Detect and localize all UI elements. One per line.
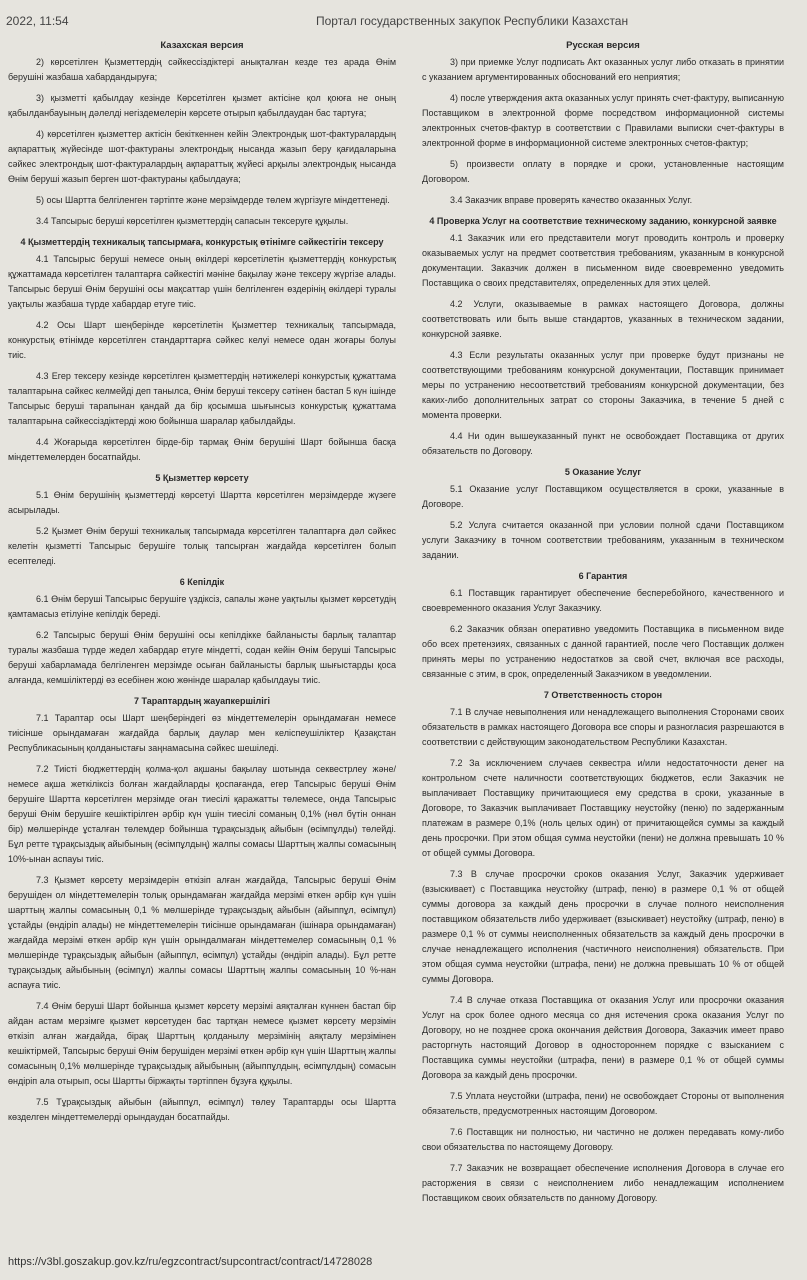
clause-paragraph: 6.2 Тапсырыс беруші Өнім берушіні осы кепілдікке байланысты барлық талаптар туралы жазбаша түрде жедел хабардар етуге міндетті, содан кейін Өнім беруші Тапсырыс беруші хабарламада белгіленген мерзімде осыған байланысты барлық шығыстарды қоса алғанда, кемшіліктерді өз есебінен жою жөнінде шаралар қабылдауы тиіс. <box>8 630 396 685</box>
clause-paragraph: 5.1 Оказание услуг Поставщиком осуществляется в сроки, указанные в Договоре. <box>422 484 784 509</box>
section-heading: 5 Оказание Услуг <box>564 467 642 477</box>
russian-column <box>422 38 784 1212</box>
section-heading: 6 Гарантия <box>578 571 628 581</box>
clause-paragraph: 4.1 Заказчик или его представители могут проводить контроль и проверку оказываемых услуг на предмет соответствия требованиям, указанным в конкурсной документации. Заказчик должен в письменном виде своевременно уведомить Поставщика о своих представителях, определенных для этих целей. <box>422 233 784 288</box>
browser-print-header <box>6 14 797 30</box>
clause-paragraph: 5.2 Услуга считается оказанной при условии полной сдачи Поставщиком услуги Заказчику в точном соответствии требованиям, указанным в техническом задании. <box>422 520 784 560</box>
clause-paragraph: 4.4 Жоғарыда көрсетілген бірде-бір тармақ Өнім берушіні Шарт бойынша басқа міндеттемелерден босатпайды. <box>8 437 396 462</box>
clause-paragraph: 3.4 Тапсырыс беруші көрсетілген қызметтердің сапасын тексеруге құқылы. <box>36 216 349 226</box>
clause-paragraph: 7.6 Поставщик ни полностью, ни частично не должен передавать кому-либо свои обязательства по настоящему Договору. <box>422 1127 784 1152</box>
section-heading: 5 Қызметтер көрсету <box>155 473 249 483</box>
clause-paragraph: 7.4 В случае отказа Поставщика от оказания Услуг или просрочки оказания Услуг на срок более одного месяца со дня истечения срока оказания Услуг по Договору, но не позднее срока окончания действия Договора, Заказчик имеет право расторгнуть настоящий Договор в одностороннем порядке с взысканием с Поставщика суммы неустойки (штрафа, пени) в размере 0,1 % от общей суммы Договора за каждый день просрочки. <box>422 995 784 1080</box>
kazakh-version-label: Казахская версия <box>160 40 244 51</box>
clause-paragraph: 7.1 Тараптар осы Шарт шеңберіндегі өз міндеттемелерін орындамаған немесе тиісінше орындамаған жағдайда барлық даулар мен келіспеушіліктер Қазақстан Республикасының қолданыстағы заңнамасына сәйкес шешіледі. <box>8 713 396 753</box>
section-heading: 7 Тараптардың жауапкершілігі <box>133 696 271 706</box>
clause-paragraph: 4) после утверждения акта оказанных услуг принять счет-фактуру, выписанную Поставщиком в электронной форме посредством информационной системы электронных счетов-фактур в соответствии с Правилами выписки счет-фактуры в электронной форме в информационной системе электронных счетов-фактур; <box>422 93 784 148</box>
clause-paragraph: 3.4 Заказчик вправе проверять качество оказанных Услуг. <box>450 195 693 205</box>
clause-paragraph: 5) произвести оплату в порядке и сроки, установленные настоящим Договором. <box>422 159 784 184</box>
clause-paragraph: 6.2 Заказчик обязан оперативно уведомить Поставщика в письменном виде обо всех претензиях, связанных с данной гарантией, после чего Поставщик должен принять меры по устранению недостатков за свой счет, включая все расходы, связанные с этим, в срок, определенный Заказчиком в уведомлении. <box>422 624 784 679</box>
clause-paragraph: 4.4 Ни один вышеуказанный пункт не освобождает Поставщика от других обязательств по Договору. <box>422 431 784 456</box>
clause-paragraph: 6.1 Өнім беруші Тапсырыс берушіге үздіксіз, сапалы және уақтылы қызмет көрсетудің қамтамасыз етілуіне кепілдік береді. <box>8 594 396 619</box>
clause-paragraph: 5) осы Шартта белгіленген тәртіпте және мерзімдерде төлем жүргізуге міндеттенеді. <box>36 195 390 205</box>
clause-paragraph: 4) көрсетілген қызметтер актісін бекіткеннен кейін Электрондық шот-фактуралардың ақпараттық жүйесінде шот-фактураны электрондық нысанда жазып беру қағидаларына сәйкес электрондық шот-фактуралардың ақпараттық жүйесі арқылы электрондық нысанда Өнім беруші жазып берген шот-фактураны қабылдауға; <box>8 129 396 184</box>
kazakh-column <box>8 38 396 1131</box>
clause-paragraph: 2) көрсетілген Қызметтердің сәйкессіздіктері анықталған кезде тез арада Өнім берушіні жазбаша хабардандыруға; <box>8 57 396 82</box>
clause-paragraph: 4.2 Услуги, оказываемые в рамках настоящего Договора, должны соответствовать или быть выше стандартов, указанных в техническом задании, конкурсной заявке. <box>422 299 784 339</box>
section-heading: 6 Кепілдік <box>179 577 225 587</box>
clause-paragraph: 7.2 За исключением случаев секвестра и/или недостаточности денег на контрольном счете наличности соответствующих бюджетов, если Заказчик не выплачивает Поставщику причитающиеся ему средства в сроки, указанные в Договоре, то Заказчик выплачивает Поставщику неустойку (пеню) по задержанным платежам в размере 0,1% (ноль целых один) от причитающейся суммы за каждый день просрочки. При этом общая сумма неустойки (пени) не должна превышать 10 % от общей суммы Договора. <box>422 758 784 858</box>
clause-paragraph: 4.2 Осы Шарт шеңберінде көрсетілетін Қызметтер техникалық тапсырмада, конкурстық өтінімде көрсетілген стандарттарға сәйкес келуі немесе одан жоғары болуы тиіс. <box>8 320 396 360</box>
clause-paragraph: 7.2 Тиісті бюджеттердің қолма-қол ақшаны бақылау шотында секвестрлеу және/немесе ақша жеткіліксіз болған жағдайларды қоспағанда, егер Тапсырыс беруші Өнім берушіге Шартта көрсетілген мерзімде оған тиесілі қаражатты төлемесе, онда Тапсырыс беруші Өнім берушіге кешіктірілген әрбір күн үшін тиесілі соманың 0,1% (нөл бүтін оннан бір) мөлшерінде ұсталған төлемдер бойынша тұрақсыздық айыбын (өсімпұлды) төлейді. Бұл ретте тұрақсыздық айыбының (өсімпұлдың) жалпы сомасы Шарттың жалпы сомасының 10%-ынан аспауы тиіс. <box>8 764 396 864</box>
clause-paragraph: 3) при приемке Услуг подписать Акт оказанных услуг либо отказать в принятии с указанием аргументированных обоснований его неприятия; <box>422 57 784 82</box>
section-heading: 4 Қызметтердің техникалық тапсырмаға, конкурстық өтінімге сәйкестігін тексеру <box>20 237 384 247</box>
clause-paragraph: 7.1 В случае невыполнения или ненадлежащего выполнения Сторонами своих обязательств в рамках настоящего Договора все споры и разногласия разрешаются в соответствии с действующим законодательством Республики Казахстан. <box>422 707 784 747</box>
clause-paragraph: 7.7 Заказчик не возвращает обеспечение исполнения Договора в случае его расторжения в связи с неисполнением либо ненадлежащим исполнением Поставщиком своих обязательств по данному Договору. <box>422 1163 784 1203</box>
print-datetime: 2022, 11:54 <box>6 14 69 28</box>
clause-paragraph: 4.1 Тапсырыс беруші немесе оның өкілдері көрсетілетін қызметтердің конкурстық құжаттамада көрсетілген талаптарға сәйкестігі мәніне бақылау және тексеру жүргізе алады. Тапсырыс беруші Өнім берушіні осы мақсаттар үшін белгіленген өздерінің өкілдері туралы уақтылы жазбаша түрде хабардар етуге тиіс. <box>8 254 396 309</box>
clause-paragraph: 7.5 Тұрақсыздық айыбын (айыппұл, өсімпұл) төлеу Тараптарды осы Шартта көзделген міндеттемелерді орындаудан босатпайды. <box>8 1097 396 1122</box>
clause-paragraph: 7.4 Өнім беруші Шарт бойынша қызмет көрсету мерзімі аяқталған күннен бастап бір айдан астам мерзімге қызмет көрсетуден бас тартқан немесе қызмет көрсету мерзімін өткізіп алған жағдайда, бірақ Шарттың қолданылу мерзімінің аяқталу мерзімінен кешіктірмей, Тапсырыс беруші Өнім берушіден мерзімі өткен әрбір күн үшін Шарттың жалпы сомасының 0,1% мөлшерінде тұрақсыздық айыбының (айыппұлдың, өсімпұлдың) сомасын өндіріп ала отырып, осы Шартты біржақты тәртіппен бұзуға құқылы. <box>8 1001 396 1086</box>
clause-paragraph: 7.3 Қызмет көрсету мерзімдерін өткізіп алған жағдайда, Тапсырыс беруші Өнім берушіден ол міндеттемелерін толық орындамаған жағдайда мерзімі өткен әрбір күн үшін шарттың жалпы сомасының 0,1 % мөлшерінде тұрақсыздық айыбын (айыппұл, өсімпұл) ұстайды (өндіріп алады) не міндеттемелерін тиісінше орындамаған (ішінара орындамаған) жағдайда мерзімі өткен әрбір күн үшін орындалмаған міндеттемелер сомасының 0,1 % мөлшерінде тұрақсыздық айыбын (айыппұл, өсімпұл) ұстайды (өндіріп алады). Бұл ретте тұрақсыздық айыбының (өсімпұл) жалпы сомасы Шарттың жалпы сомасының 10 %-нан аспауға тиіс. <box>8 875 396 990</box>
clause-paragraph: 7.3 В случае просрочки сроков оказания Услуг, Заказчик удерживает (взыскивает) с Поставщика неустойку (штраф, пеню) в размере 0,1 % от общей суммы договора за каждый день просрочки в случае полного неисполнения поставщиком обязательств либо удерживает (взыскивает) неустойку (штраф, пеню) в размере 0,1 % от суммы неисполненных обязательств за каждый день просрочки в случае ненадлежащего исполнения (частичного неисполнения) обязательств. При этом общая сумма неустойки (штрафа, пени) не должна превышать 10 % от общей суммы Договора. <box>422 869 784 984</box>
clause-paragraph: 5.1 Өнім берушінің қызметтерді көрсетуі Шартта көрсетілген мерзімдерде жүзеге асырылады. <box>8 490 396 515</box>
russian-version-label: Русская версия <box>566 40 640 51</box>
clause-paragraph: 3) қызметті қабылдау кезінде Көрсетілген қызмет актісіне қол қоюға не оның қабылданбауының дәлелді негіздемелерін көрсете отырып қабылдаудан бас тартуға; <box>8 93 396 118</box>
clause-paragraph: 6.1 Поставщик гарантирует обеспечение бесперебойного, качественного и своевременного оказания Услуг Заказчику. <box>422 588 784 613</box>
portal-title: Портал государственных закупок Республики Казахстан <box>316 14 629 28</box>
section-heading: 4 Проверка Услуг на соответствие техническому заданию, конкурсной заявке <box>429 216 777 226</box>
clause-paragraph: 5.2 Қызмет Өнім беруші техникалық тапсырмада көрсетілген талаптарға дәл сәйкес келетін қызметті Тапсырыс берушіге толық тапсырған жағдайда көрсетілген болып есептеледі. <box>8 526 396 566</box>
section-heading: 7 Ответственность сторон <box>543 690 663 700</box>
clause-paragraph: 4.3 Если результаты оказанных услуг при проверке будут признаны не соответствующими требованиям конкурсной документации, Поставщик принимает меры по устранению несоответствий требованиям конкурсной документации, без каких-либо дополнительных затрат со стороны Заказчика, в течение 5 дней с момента проверки. <box>422 350 784 420</box>
clause-paragraph: 7.5 Уплата неустойки (штрафа, пени) не освобождает Стороны от выполнения обязательств, предусмотренных настоящим Договором. <box>422 1091 784 1116</box>
page-url: https://v3bl.goszakup.gov.kz/ru/egzcontract/supcontract/contract/14728028 <box>8 1256 373 1268</box>
clause-paragraph: 4.3 Егер тексеру кезінде көрсетілген қызметтердің нәтижелері конкурстық құжаттама талаптарына сәйкес келмейді деп танылса, Өнім беруші тексеру сәтінен бастап 5 күн ішінде Тапсырыс беруші тарапынан қандай да бір қосымша шығынсыз конкурстық құжаттама талаптарына сәйкессіздіктерді жою бойынша шаралар қабылдайды. <box>8 371 396 426</box>
